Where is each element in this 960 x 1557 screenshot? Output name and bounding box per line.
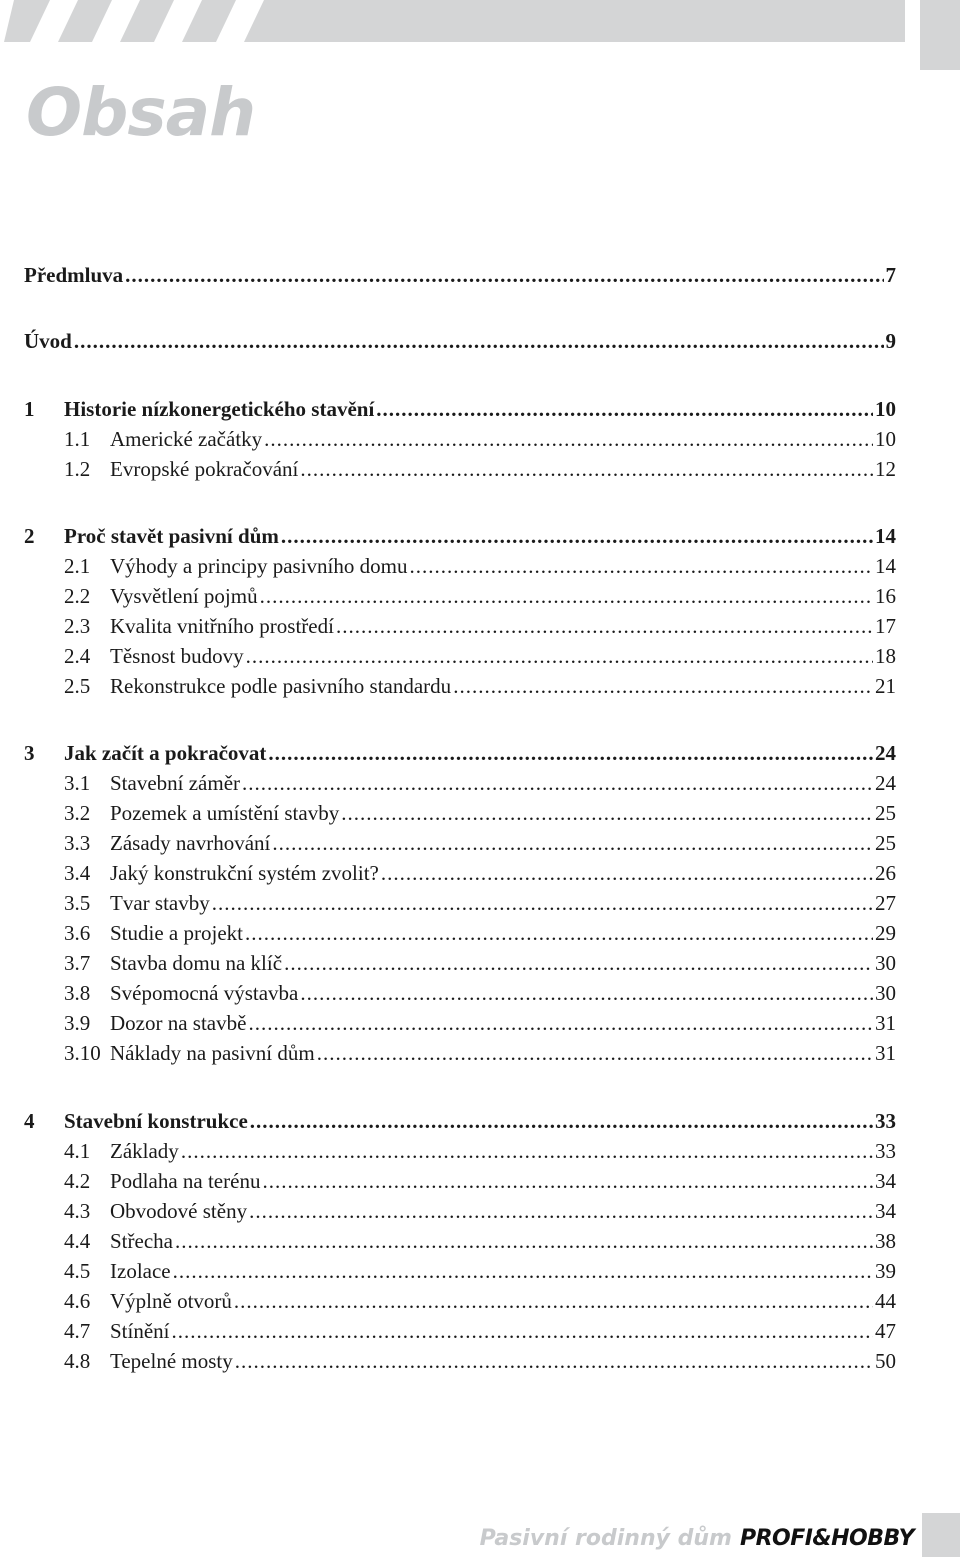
toc-entry-number: 3.3 <box>64 831 91 855</box>
toc-entry-label: Náklady na pasivní dům <box>110 1041 315 1065</box>
toc-section-entry <box>64 1168 896 1194</box>
page-title: Obsah <box>26 74 256 151</box>
toc-entry-label: Svépomocná výstavba <box>110 981 299 1005</box>
toc-section-entry <box>64 830 896 856</box>
toc-entry-label: Stavební záměr <box>110 771 241 795</box>
toc-page-number: 39 <box>875 1259 896 1283</box>
toc-entry-number: 3.7 <box>64 951 91 975</box>
toc-page-number: 24 <box>875 771 896 795</box>
toc-page-number: 12 <box>875 457 896 481</box>
toc-page-number: 34 <box>875 1199 896 1223</box>
toc-entry-label: Stínění <box>110 1319 170 1343</box>
toc-dot-leader <box>212 890 873 916</box>
toc-section-entry <box>64 1318 896 1344</box>
toc-entry-label: Zásady navrhování <box>110 831 271 855</box>
toc-entry-number: 4.3 <box>64 1199 91 1223</box>
toc-dot-leader <box>173 1258 873 1284</box>
toc-dot-leader <box>453 673 873 699</box>
toc-section-entry <box>64 1198 896 1224</box>
toc-entry-number: 3 <box>24 741 35 765</box>
toc-dot-leader <box>250 1108 873 1134</box>
toc-entry-number: 2.1 <box>64 554 91 578</box>
toc-entry-label: Výhody a principy pasivního domu <box>110 554 408 578</box>
toc-chapter-entry <box>24 1108 896 1134</box>
toc-entry-number: 2 <box>24 524 35 548</box>
toc-entry-number: 2.3 <box>64 614 91 638</box>
toc-section-entry <box>64 860 896 886</box>
toc-dot-leader <box>262 1168 873 1194</box>
toc-entry-label: Stavba domu na klíč <box>110 951 283 975</box>
toc-page-number: 31 <box>875 1041 896 1065</box>
toc-entry-number: 4.7 <box>64 1319 91 1343</box>
toc-dot-leader <box>249 1198 873 1224</box>
toc-chapter-entry <box>24 328 896 354</box>
toc-section-entry <box>64 1040 896 1066</box>
toc-entry-number: 3.6 <box>64 921 91 945</box>
toc-entry-number: 4 <box>24 1109 35 1133</box>
toc-section-entry <box>64 1010 896 1036</box>
toc-entry-label: Evropské pokračování <box>110 457 299 481</box>
toc-dot-leader <box>284 950 873 976</box>
toc-entry-number: 2.2 <box>64 584 91 608</box>
toc-entry-number: 3.5 <box>64 891 91 915</box>
toc-page-number: 50 <box>875 1349 896 1373</box>
toc-dot-leader <box>317 1040 873 1066</box>
toc-chapter-entry <box>24 396 896 422</box>
toc-dot-leader <box>242 770 873 796</box>
toc-entry-number: 3.2 <box>64 801 91 825</box>
toc-page-number: 21 <box>875 674 896 698</box>
toc-page-number: 25 <box>875 831 896 855</box>
toc-entry-label: Kvalita vnitřního prostředí <box>110 614 334 638</box>
toc-section-entry <box>64 1288 896 1314</box>
toc-entry-number: 4.8 <box>64 1349 91 1373</box>
toc-section-entry <box>64 1348 896 1374</box>
toc-entry-label: Úvod <box>24 329 72 353</box>
toc-entry-number: 3.4 <box>64 861 91 885</box>
toc-dot-leader <box>181 1138 873 1164</box>
toc-entry-label: Rekonstrukce podle pasivního standardu <box>110 674 452 698</box>
toc-page-number: 29 <box>875 921 896 945</box>
toc-dot-leader <box>300 456 873 482</box>
toc-section-entry <box>64 950 896 976</box>
toc-dot-leader <box>74 328 884 354</box>
toc-dot-leader <box>172 1318 873 1344</box>
toc-section-entry <box>64 800 896 826</box>
toc-entry-number: 4.1 <box>64 1139 91 1163</box>
toc-dot-leader <box>248 1010 873 1036</box>
toc-section-entry <box>64 1258 896 1284</box>
toc-entry-label: Obvodové stěny <box>110 1199 248 1223</box>
toc-section-entry <box>64 890 896 916</box>
toc-section-entry <box>64 456 896 482</box>
toc-entry-label: Americké začátky <box>110 427 263 451</box>
toc-section-entry <box>64 673 896 699</box>
toc-page-number: 25 <box>875 801 896 825</box>
toc-page-number: 47 <box>875 1319 896 1343</box>
toc-entry-number: 4.4 <box>64 1229 91 1253</box>
toc-dot-leader <box>245 920 873 946</box>
toc-dot-leader <box>281 523 873 549</box>
toc-entry-label: Základy <box>110 1139 179 1163</box>
toc-page-number: 33 <box>875 1109 896 1133</box>
toc-section-entry <box>64 980 896 1006</box>
toc-entry-number: 2.5 <box>64 674 91 698</box>
toc-entry-label: Pozemek a umístění stavby <box>110 801 340 825</box>
toc-page-number: 31 <box>875 1011 896 1035</box>
toc-entry-number: 1 <box>24 397 35 421</box>
toc-dot-leader <box>268 740 873 766</box>
toc-entry-label: Vysvětlení pojmů <box>110 584 258 608</box>
toc-dot-leader <box>260 583 873 609</box>
footer-brand-text: Pasivní rodinný dům <box>479 1526 732 1551</box>
toc-dot-leader <box>264 426 873 452</box>
toc-entry-label: Historie nízkonergetického stavění <box>64 397 375 421</box>
toc-section-entry <box>64 553 896 579</box>
toc-chapter-entry <box>24 262 896 288</box>
toc-entry-label: Proč stavět pasivní dům <box>64 524 279 548</box>
toc-entry-label: Výplně otvorů <box>110 1289 232 1313</box>
toc-page-number: 24 <box>875 741 896 765</box>
toc-page-number: 14 <box>875 554 896 578</box>
toc-dot-leader <box>381 860 873 886</box>
toc-entry-number: 3.8 <box>64 981 91 1005</box>
toc-page-number: 44 <box>875 1289 896 1313</box>
toc-section-entry <box>64 613 896 639</box>
header-stripes-decoration <box>0 0 960 72</box>
toc-entry-number: 4.5 <box>64 1259 91 1283</box>
toc-page-number: 18 <box>875 644 896 668</box>
toc-section-entry <box>64 1138 896 1164</box>
toc-entry-number: 4.2 <box>64 1169 91 1193</box>
footer <box>480 1526 914 1551</box>
toc-dot-leader <box>246 643 873 669</box>
toc-entry-number: 1.2 <box>64 457 91 481</box>
toc-page-number: 7 <box>885 263 896 287</box>
toc-dot-leader <box>272 830 873 856</box>
toc-dot-leader <box>300 980 873 1006</box>
toc-dot-leader <box>234 1288 873 1314</box>
toc-dot-leader <box>175 1228 873 1254</box>
toc-section-entry <box>64 426 896 452</box>
toc-entry-label: Tepelné mosty <box>110 1349 233 1373</box>
toc-page-number: 30 <box>875 951 896 975</box>
toc-dot-leader <box>341 800 873 826</box>
toc-entry-number: 2.4 <box>64 644 91 668</box>
toc-dot-leader <box>376 396 873 422</box>
toc-section-entry <box>64 770 896 796</box>
toc-page-number: 14 <box>875 524 896 548</box>
toc-entry-number: 3.9 <box>64 1011 91 1035</box>
toc-entry-label: Izolace <box>110 1259 171 1283</box>
toc-chapter-entry <box>24 740 896 766</box>
toc-entry-label: Tvar stavby <box>110 891 210 915</box>
toc-page-number: 9 <box>885 329 896 353</box>
toc-entry-label: Jaký konstrukční systém zvolit? <box>110 861 379 885</box>
toc-dot-leader <box>336 613 873 639</box>
toc-section-entry <box>64 583 896 609</box>
toc-section-entry <box>64 920 896 946</box>
toc-entry-label: Těsnost budovy <box>110 644 244 668</box>
footer-corner-decoration <box>922 1513 960 1557</box>
toc-dot-leader <box>235 1348 873 1374</box>
toc-entry-label: Střecha <box>110 1229 173 1253</box>
toc-entry-label: Studie a projekt <box>110 921 243 945</box>
toc-entry-number: 1.1 <box>64 427 91 451</box>
toc-page-number: 27 <box>875 891 896 915</box>
toc-entry-label: Podlaha na terénu <box>110 1169 261 1193</box>
toc-page-number: 17 <box>875 614 896 638</box>
toc-chapter-entry <box>24 523 896 549</box>
toc-page-number: 10 <box>875 427 896 451</box>
toc-page-number: 16 <box>875 584 896 608</box>
footer-logo: PROFI&HOBBY <box>739 1526 914 1551</box>
toc-entry-label: Jak začít a pokračovat <box>64 741 267 765</box>
toc-entry-label: Dozor na stavbě <box>110 1011 247 1035</box>
toc-section-entry <box>64 1228 896 1254</box>
toc-entry-number: 3.10 <box>64 1041 101 1065</box>
toc-dot-leader <box>125 262 883 288</box>
toc-page-number: 26 <box>875 861 896 885</box>
toc-entry-number: 4.6 <box>64 1289 91 1313</box>
toc-dot-leader <box>409 553 873 579</box>
toc-section-entry <box>64 643 896 669</box>
toc-page-number: 34 <box>875 1169 896 1193</box>
toc-entry-label: Předmluva <box>24 263 124 287</box>
toc-entry-number: 3.1 <box>64 771 91 795</box>
toc-page-number: 10 <box>875 397 896 421</box>
toc-page-number: 33 <box>875 1139 896 1163</box>
toc-page-number: 30 <box>875 981 896 1005</box>
toc-page-number: 38 <box>875 1229 896 1253</box>
toc-entry-label: Stavební konstrukce <box>64 1109 248 1133</box>
